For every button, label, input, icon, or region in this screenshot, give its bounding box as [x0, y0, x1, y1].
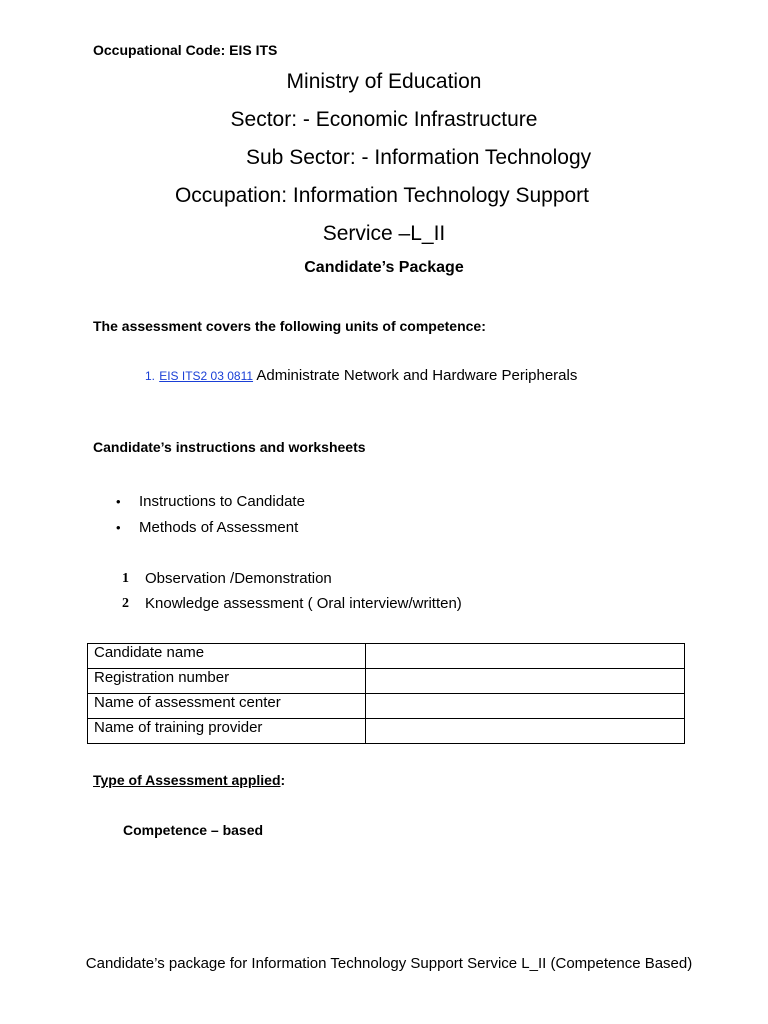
sub-sector-title: Sub Sector: - Information Technology — [246, 146, 592, 169]
method-label: Knowledge assessment ( Oral interview/written) — [145, 595, 462, 612]
bullet-label: Instructions to Candidate — [139, 492, 305, 510]
occupational-code: Occupational Code: EIS ITS — [93, 42, 278, 58]
assessment-type-label: Type of Assessment applied — [93, 772, 281, 788]
row-value-field[interactable] — [366, 669, 685, 694]
assessment-type-value: Competence – based — [123, 822, 264, 838]
sector-title: Sector: - Economic Infrastructure — [230, 108, 538, 131]
list-item — [116, 514, 305, 540]
row-label: Registration number — [88, 669, 366, 694]
list-item — [122, 566, 462, 591]
assessment-type-colon: : — [280, 772, 286, 788]
method-number: 2 — [122, 595, 129, 611]
package-title: Candidate’s Package — [304, 259, 464, 276]
unit-title: Administrate Network and Hardware Peripherals — [256, 367, 578, 384]
bullet-icon: • — [116, 493, 121, 509]
table-row — [88, 644, 685, 669]
unit-code-link[interactable]: EIS ITS2 03 0811 — [159, 369, 254, 383]
method-number: 1 — [122, 570, 129, 586]
assessment-type-heading — [93, 772, 285, 788]
list-item — [122, 591, 462, 616]
row-label: Candidate name — [88, 644, 366, 669]
list-item — [116, 488, 305, 514]
service-level-title: Service –L_II — [322, 222, 446, 245]
instructions-heading: Candidate’s instructions and worksheets — [93, 439, 366, 455]
row-value-field[interactable] — [366, 719, 685, 744]
methods-numbered-list — [122, 566, 462, 616]
bullet-label: Methods of Assessment — [139, 518, 299, 536]
unit-list-item — [145, 367, 577, 384]
row-value-field[interactable] — [366, 644, 685, 669]
unit-number: 1. — [145, 369, 156, 383]
table-row — [88, 669, 685, 694]
row-label: Name of training provider — [88, 719, 366, 744]
row-value-field[interactable] — [366, 694, 685, 719]
row-label: Name of assessment center — [88, 694, 366, 719]
instructions-bullet-list — [116, 488, 305, 540]
units-heading: The assessment covers the following units of competence: — [93, 318, 486, 334]
ministry-title: Ministry of Education — [286, 70, 482, 93]
bullet-icon: • — [116, 519, 121, 535]
occupation-title: Occupation: Information Technology Support — [174, 184, 590, 207]
method-label: Observation /Demonstration — [145, 570, 332, 587]
page-footer: Candidate’s package for Information Technology Support Service L_II (Competence Based) — [85, 955, 693, 972]
table-row — [88, 719, 685, 744]
candidate-info-table — [87, 643, 685, 744]
table-row — [88, 694, 685, 719]
